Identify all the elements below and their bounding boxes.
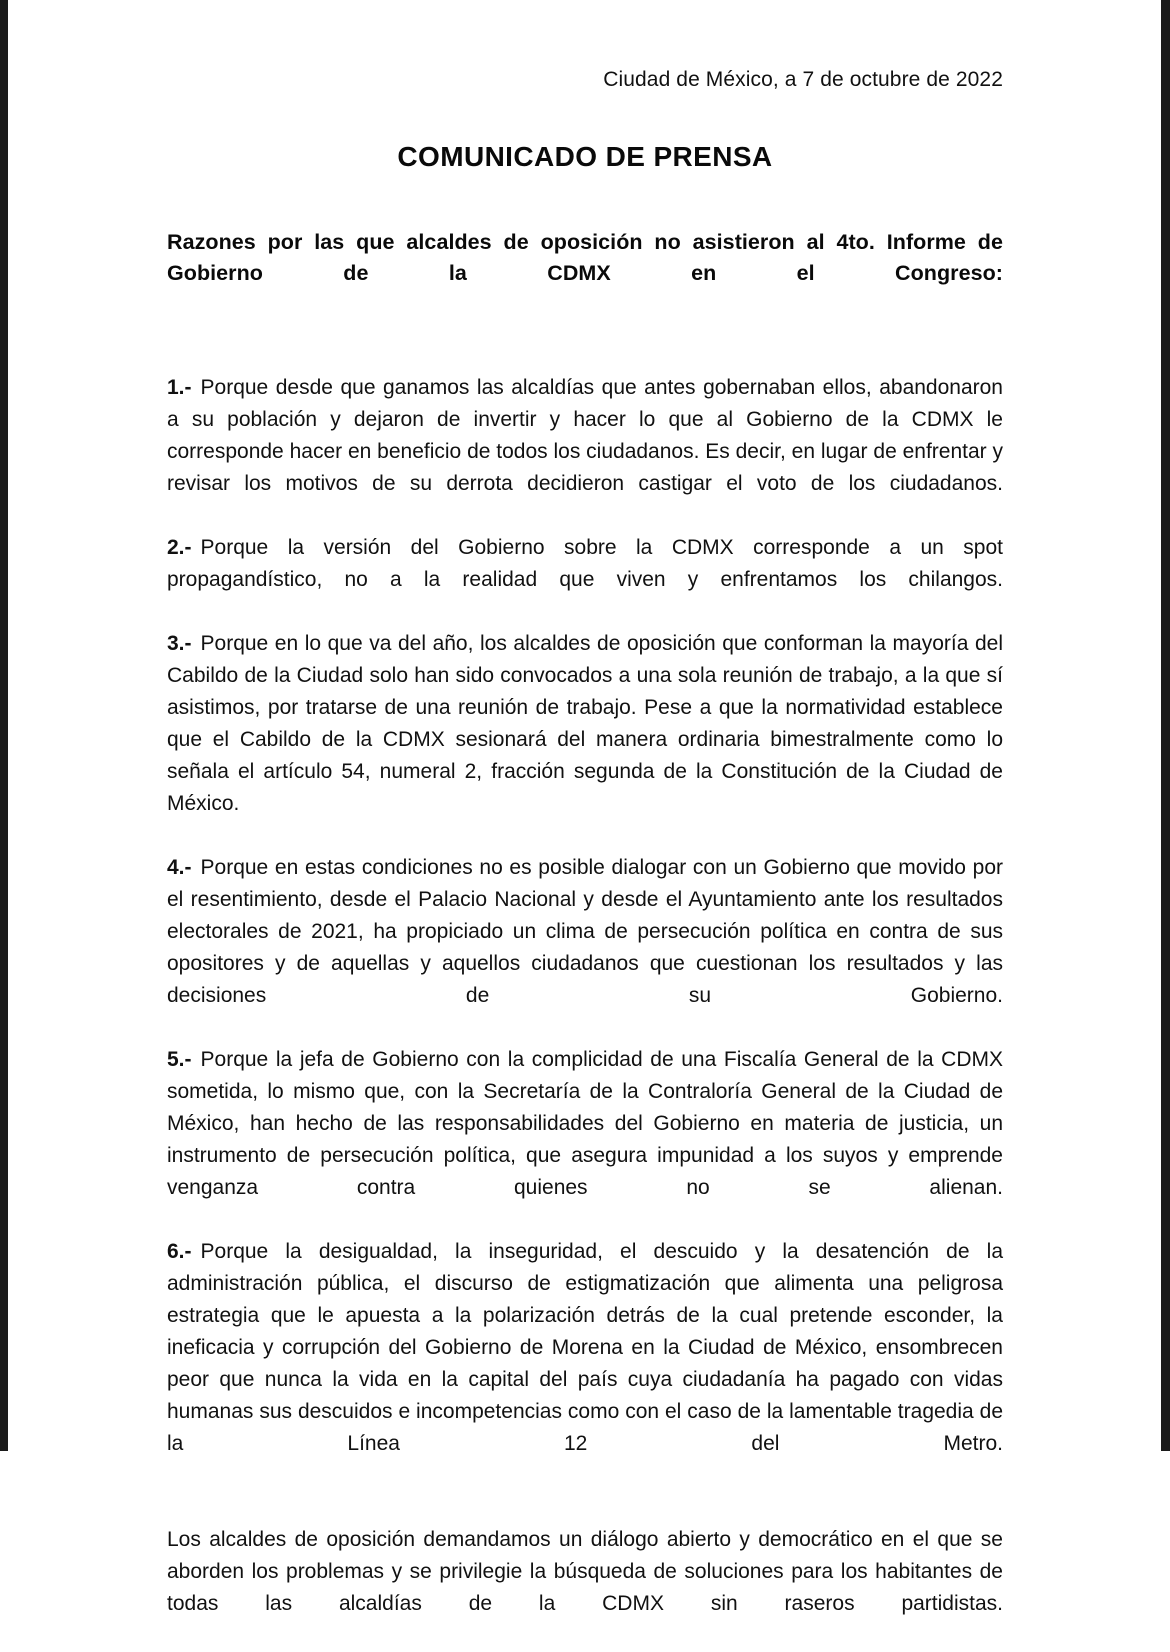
- document-subtitle: Razones por las que alcaldes de oposición no asistieron al 4to. Informe de Gobierno de la CDMX en el Congreso:: [167, 230, 1003, 285]
- date-line: Ciudad de México, a 7 de octubre de 2022: [603, 68, 1003, 91]
- reason-text: Porque en estas condiciones no es posible dialogar con un Gobierno que movido por el resentimiento, desde el Palacio Nacional y desde el Ayuntamiento ante los resultados electorales de 2021, ha propiciado un clima de persecución política en contra de sus opositores y de aquellas y aquellos ciudadanos que cuestionan los resultados y las decisiones de su Gobierno.: [167, 856, 1003, 1007]
- list-item: [167, 372, 1003, 532]
- left-edge-strip: [0, 0, 8, 1451]
- reason-text: Porque la jefa de Gobierno con la complicidad de una Fiscalía General de la CDMX sometida, lo mismo que, con la Secretaría de la Contraloría General de la Ciudad de México, han hecho de las responsabilidades del Gobierno en materia de justicia, un instrumento de persecución política, que asegura impunidad a los suyos y emprende venganza contra quienes no se alienan.: [167, 1048, 1003, 1199]
- document-page: [8, 0, 1161, 1615]
- reason-text: Porque desde que ganamos las alcaldías que antes gobernaban ellos, abandonaron a su población y dejaron de invertir y hacer lo que al Gobierno de la CDMX le corresponde hacer en beneficio de todos los ciudadanos. Es decir, en lugar de enfrentar y revisar los motivos de su derrota decidieron castigar el voto de los ciudadanos.: [167, 376, 1003, 495]
- reason-number: 4.-: [167, 856, 192, 879]
- document-content: [167, 0, 1003, 1652]
- reasons-list: [167, 372, 1003, 1492]
- reason-number: 1.-: [167, 376, 192, 399]
- right-edge-strip: [1161, 0, 1170, 1451]
- reason-text: Porque la versión del Gobierno sobre la CDMX corresponde a un spot propagandístico, no a la realidad que viven y enfrentamos los chilangos.: [167, 536, 1003, 591]
- closing-paragraph: Los alcaldes de oposición demandamos un diálogo abierto y democrático en el que se aborden los problemas y se privilegie la búsqueda de soluciones para los habitantes de todas las alcaldías de la CDMX sin raseros partidistas.: [167, 1528, 1003, 1615]
- list-item: [167, 1044, 1003, 1236]
- reason-number: 2.-: [167, 536, 192, 559]
- list-item: [167, 852, 1003, 1044]
- reason-number: 6.-: [167, 1240, 192, 1263]
- list-item: [167, 532, 1003, 628]
- list-item: [167, 628, 1003, 852]
- page-title: COMUNICADO DE PRENSA: [397, 141, 773, 172]
- reason-number: 5.-: [167, 1048, 192, 1071]
- reason-number: 3.-: [167, 632, 192, 655]
- reason-text: Porque la desigualdad, la inseguridad, el descuido y la desatención de la administración pública, el discurso de estigmatización que alimenta una peligrosa estrategia que le apuesta a la polarización detrás de la cual pretende esconder, la ineficacia y corrupción del Gobierno de Morena en la Ciudad de México, ensombrecen peor que nunca la vida en la capital del país cuya ciudadanía ha pagado con vidas humanas sus descuidos e incompetencias como con el caso de la lamentable tragedia de la Línea 12 del Metro.: [167, 1240, 1003, 1455]
- list-item: [167, 1236, 1003, 1492]
- reason-text: Porque en lo que va del año, los alcaldes de oposición que conforman la mayoría del Cabildo de la Ciudad solo han sido convocados a una sola reunión de trabajo, a la que sí asistimos, por tratarse de una reunión de trabajo. Pese a que la normatividad establece que el Cabildo de la CDMX sesionará del manera ordinaria bimestralmente como lo señala el artículo 54, numeral 2, fracción segunda de la Constitución de la Ciudad de México.: [167, 632, 1003, 815]
